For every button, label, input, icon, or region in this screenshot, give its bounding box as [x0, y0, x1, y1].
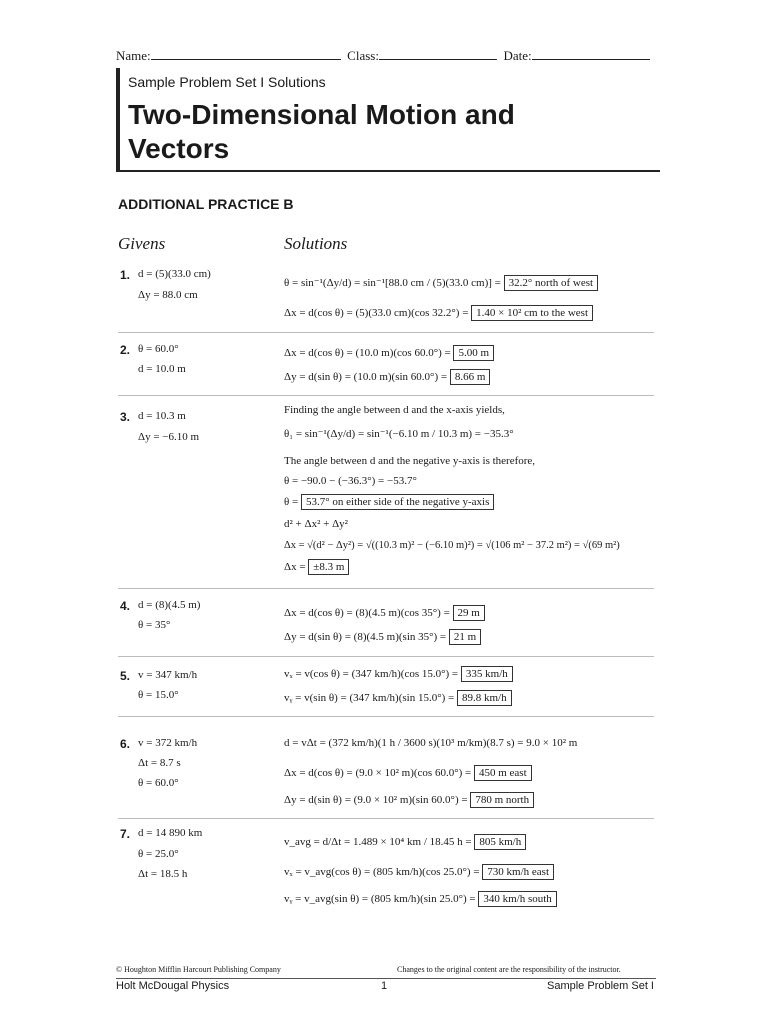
given: θ = 60.0° [138, 343, 179, 355]
section-heading: ADDITIONAL PRACTICE B [118, 196, 294, 212]
name-field[interactable] [151, 47, 341, 60]
given: d = 10.0 m [138, 363, 186, 375]
answer-box: 1.40 × 10² cm to the west [471, 305, 593, 321]
given: d = (8)(4.5 m) [138, 599, 201, 611]
solutions-heading: Solutions [284, 234, 348, 253]
given: Δy = −6.10 m [138, 431, 200, 443]
solution-line [284, 893, 557, 905]
given: d = 10.3 m [138, 410, 186, 422]
problem-number: 1. [120, 268, 131, 282]
answer-box: 805 km/h [474, 834, 526, 850]
solution-expr: Δx = d(cos θ) = (5)(33.0 cm)(cos 32.2°) = [284, 307, 469, 319]
answer-box: 5.00 m [453, 345, 494, 361]
given: d = 14 890 km [138, 827, 203, 839]
name-label: Name: [116, 48, 151, 63]
solution-expr: θ = sin⁻¹(Δy/d) = sin⁻¹[88.0 cm / (5)(33.0 cm)] = [284, 277, 501, 289]
solution-text: θ₁ = sin⁻¹(Δy/d) = sin⁻¹(−6.10 m / 10.3 m) = −35.3° [284, 428, 514, 440]
givens-heading: Givens [118, 234, 166, 253]
date-field[interactable] [532, 47, 650, 60]
answer-box: 29 m [453, 605, 485, 621]
title-line-2: Vectors [128, 133, 230, 164]
answer-box: 780 m north [470, 792, 534, 808]
answer-box: 89.8 km/h [457, 690, 512, 706]
page-number: 1 [381, 980, 388, 992]
solution-text: The angle between d and the negative y-axis is therefore, [284, 455, 536, 467]
problem-number: 6. [120, 737, 131, 751]
solution-line [284, 496, 494, 508]
problem-number: 5. [120, 669, 131, 683]
solution-line [284, 866, 554, 878]
solution-line [284, 276, 598, 289]
solution-expr: vᵧ = v(sin θ) = (347 km/h)(sin 15.0°) = [284, 692, 455, 704]
answer-box: 53.7° on either side of the negative y-axis [301, 494, 494, 510]
answer-box: 8.66 m [450, 369, 491, 385]
solution-line [284, 347, 494, 359]
solution-text: Finding the angle between d and the x-axis yields, [284, 404, 505, 416]
solution-expr: Δx = d(cos θ) = (8)(4.5 m)(cos 35°) = [284, 607, 450, 619]
answer-box: 340 km/h south [478, 891, 556, 907]
solution-expr: vᵧ = v_avg(sin θ) = (805 km/h)(sin 25.0°) = [284, 893, 476, 905]
divider [118, 716, 654, 717]
answer-box: 730 km/h east [482, 864, 554, 880]
given: d = (5)(33.0 cm) [138, 268, 211, 280]
solution-expr: Δy = d(sin θ) = (8)(4.5 m)(sin 35°) = [284, 631, 447, 643]
given: Δy = 88.0 cm [138, 289, 198, 301]
solution-text: Δx = √(d² − Δy²) = √((10.3 m)² − (−6.10 m)²) = √(106 m² − 37.2 m²) = √(69 m²) [284, 540, 620, 551]
footer-rule [116, 978, 656, 979]
given: Δt = 18.5 h [138, 868, 188, 880]
answer-box: 335 km/h [461, 666, 513, 682]
solution-line [284, 561, 349, 573]
footer-book-title: Holt McDougal Physics [116, 980, 230, 992]
solution-expr: θ = [284, 496, 299, 508]
solution-expr: vₓ = v(cos θ) = (347 km/h)(cos 15.0°) = [284, 668, 459, 680]
divider [118, 332, 654, 333]
solution-expr: Δx = d(cos θ) = (9.0 × 10² m)(cos 60.0°) = [284, 767, 472, 779]
given: θ = 60.0° [138, 777, 179, 789]
solution-line [284, 631, 481, 643]
answer-box: ±8.3 m [308, 559, 349, 575]
solution-line [284, 307, 593, 319]
footer-section-title: Sample Problem Set I [547, 980, 654, 992]
answer-box: 21 m [449, 629, 481, 645]
divider [118, 588, 654, 589]
answer-box: 32.2° north of west [504, 275, 598, 291]
solution-line [284, 692, 512, 704]
solution-expr: Δy = d(sin θ) = (9.0 × 10² m)(sin 60.0°) = [284, 794, 468, 806]
instructor-notice: Changes to the original content are the responsibility of the instructor. [397, 965, 621, 974]
solution-line [284, 767, 532, 779]
solution-text: d² + Δx² + Δy² [284, 518, 348, 530]
date-label: Date: [503, 48, 532, 63]
given: v = 372 km/h [138, 737, 198, 749]
problem-number: 7. [120, 827, 131, 841]
divider [118, 818, 654, 819]
problem-number: 2. [120, 343, 131, 357]
given: θ = 25.0° [138, 848, 179, 860]
problem-number: 4. [120, 599, 131, 613]
answer-box: 450 m east [474, 765, 532, 781]
solution-line [284, 668, 513, 680]
solution-expr: v_avg = d/Δt = 1.489 × 10⁴ km / 18.45 h = [284, 836, 472, 848]
solution-line [284, 836, 526, 848]
solution-text: d = vΔt = (372 km/h)(1 h / 3600 s)(10³ m/km)(8.7 s) = 9.0 × 10² m [284, 737, 578, 749]
page-title [128, 98, 648, 166]
given: θ = 35° [138, 619, 171, 631]
class-label: Class: [347, 48, 379, 63]
divider [118, 395, 654, 396]
solution-expr: vₓ = v_avg(cos θ) = (805 km/h)(cos 25.0°) = [284, 866, 480, 878]
solution-line [284, 794, 534, 806]
class-field[interactable] [379, 47, 497, 60]
title-line-1: Two-Dimensional Motion and [128, 99, 515, 130]
given: v = 347 km/h [138, 669, 198, 681]
solution-text: θ = −90.0 − (−36.3°) = −53.7° [284, 475, 417, 487]
page-subtitle: Sample Problem Set I Solutions [128, 74, 326, 90]
solution-expr: Δx = d(cos θ) = (10.0 m)(cos 60.0°) = [284, 347, 451, 359]
solution-line [284, 607, 485, 619]
header-fields [116, 47, 656, 64]
divider [118, 656, 654, 657]
solution-line [284, 371, 490, 383]
given: θ = 15.0° [138, 689, 179, 701]
copyright-notice: © Houghton Mifflin Harcourt Publishing Company [116, 965, 281, 974]
solution-expr: Δx = [284, 561, 306, 573]
solution-expr: Δy = d(sin θ) = (10.0 m)(sin 60.0°) = [284, 371, 448, 383]
given: Δt = 8.7 s [138, 757, 181, 769]
problem-number: 3. [120, 410, 131, 424]
